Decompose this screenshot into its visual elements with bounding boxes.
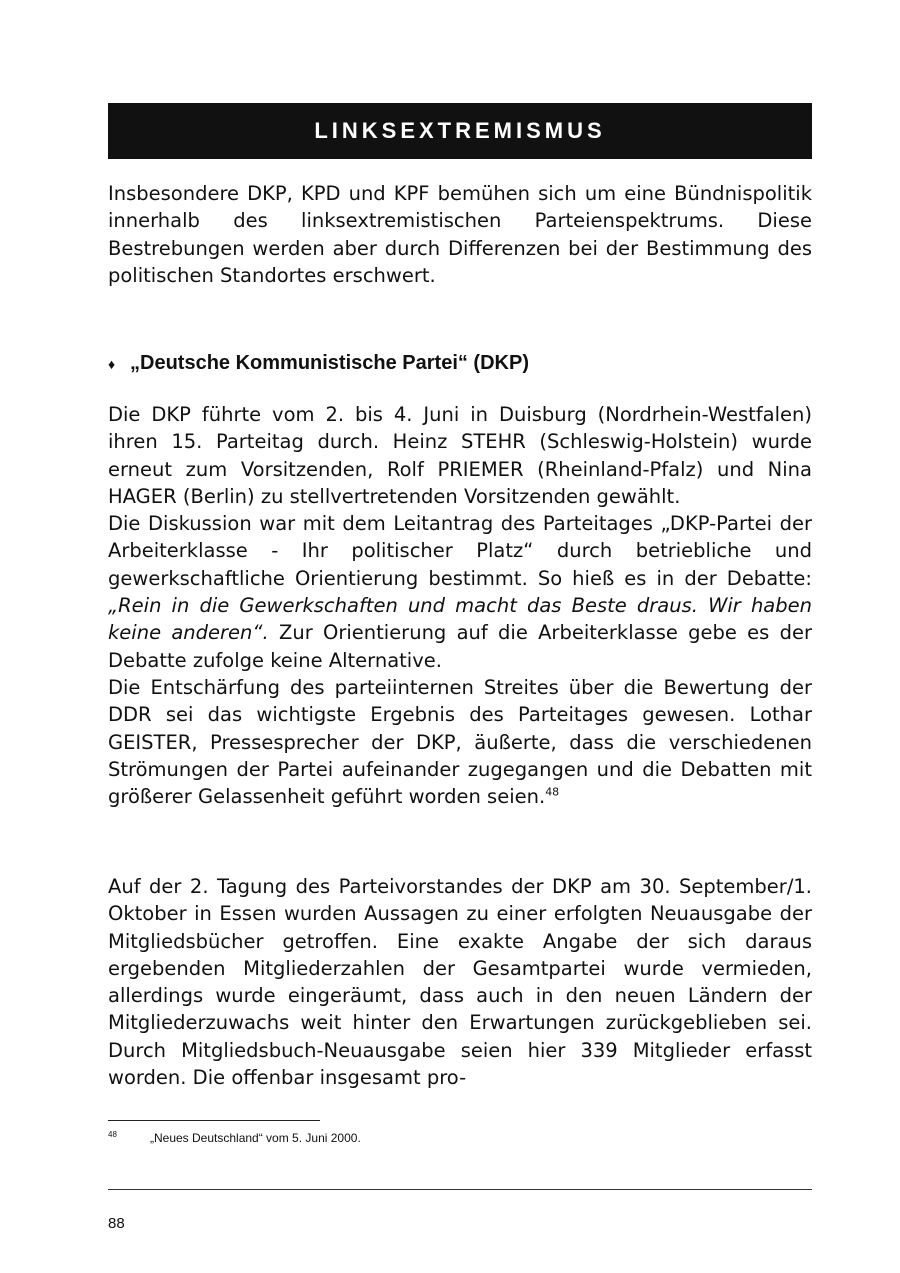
intro-text: Insbesondere DKP, KPD und KPF bemühen sich um eine Bündnispolitik innerhalb des linksextremistischen Parteienspektrums. Diese Bestrebungen werden aber durch Differenzen bei der Bestimmung des politischen Standortes erschwert. bbox=[108, 182, 812, 287]
footnote-reference: 48 bbox=[545, 785, 560, 799]
chapter-header-bar bbox=[108, 103, 812, 159]
chapter-title: LINKSEXTREMISMUS bbox=[314, 118, 606, 143]
footnote-mark: 48 bbox=[108, 1130, 117, 1139]
paragraph-4: Auf der 2. Tagung des Parteivorstandes der DKP am 30. September/1. Oktober in Essen wurden Aussagen zu einer erfolgten Neuausgabe der Mitgliedsbücher getroffen. Eine exakte Angabe der sich daraus ergebenden Mitgliederzahlen der Gesamtpartei wurde vermieden, allerdings wurde eingeräumt, dass auch in den neuen Ländern der Mitgliederzuwachs weit hinter den Erwartungen zurückgeblieben sei. Durch Mitgliedsbuch-Neuausgabe seien hier 339 Mitglieder erfasst worden. Die offenbar insgesamt pro- bbox=[108, 875, 812, 1090]
paragraph-2 bbox=[108, 510, 812, 674]
paragraph-1: Die DKP führte vom 2. bis 4. Juni in Duisburg (Nordrhein-Westfalen) ihren 15. Parteitag durch. Heinz STEHR (Schleswig-Holstein) wurde erneut zum Vorsitzenden, Rolf PRIEMER (Rheinland-Pfalz) und Nina HAGER (Berlin) zu stellvertretenden Vorsitzenden gewählt. bbox=[108, 403, 812, 508]
page-bottom-divider bbox=[108, 1189, 812, 1190]
dkp-paragraph-block bbox=[108, 401, 812, 810]
paragraph-2-quote: „Rein in die Gewerkschaften und macht das Beste draus. Wir haben keine anderen“. bbox=[108, 594, 812, 645]
footnote bbox=[108, 1130, 361, 1145]
paragraph-4-block bbox=[108, 873, 812, 1091]
paragraph-3-text: Die Entschärfung des parteiinternen Streites über die Bewertung der DDR sei das wichtigste Ergebnis des Parteitages gewesen. Lothar GEISTER, Pressesprecher der DKP, äußerte, dass die verschiedenen Strömungen der Partei aufeinander zugegangen und die Debatten mit größerer Gelassenheit geführt worden seien. bbox=[108, 675, 812, 809]
section-heading bbox=[108, 352, 812, 375]
footnote-divider bbox=[108, 1120, 320, 1121]
diamond-bullet-icon: ♦ bbox=[108, 355, 116, 372]
intro-paragraph bbox=[108, 180, 812, 289]
paragraph-3 bbox=[108, 674, 812, 810]
paragraph-2-start: Die Diskussion war mit dem Leitantrag des Parteitages „DKP-Partei der Arbeiterklasse - Ihr politischer Platz“ durch betriebliche und gewerkschaftliche Orientierung bestimmt. So hieß es in der Debatte: bbox=[108, 512, 812, 590]
section-heading-text: „Deutsche Kommunistische Partei“ (DKP) bbox=[130, 352, 529, 374]
footnote-text: „Neues Deutschland“ vom 5. Juni 2000. bbox=[150, 1131, 361, 1145]
paragraph-2-end: Zur Orientierung auf die Arbeiterklasse gebe es der Debatte zufolge keine Alternative. bbox=[108, 621, 812, 672]
page-number: 88 bbox=[108, 1215, 125, 1232]
